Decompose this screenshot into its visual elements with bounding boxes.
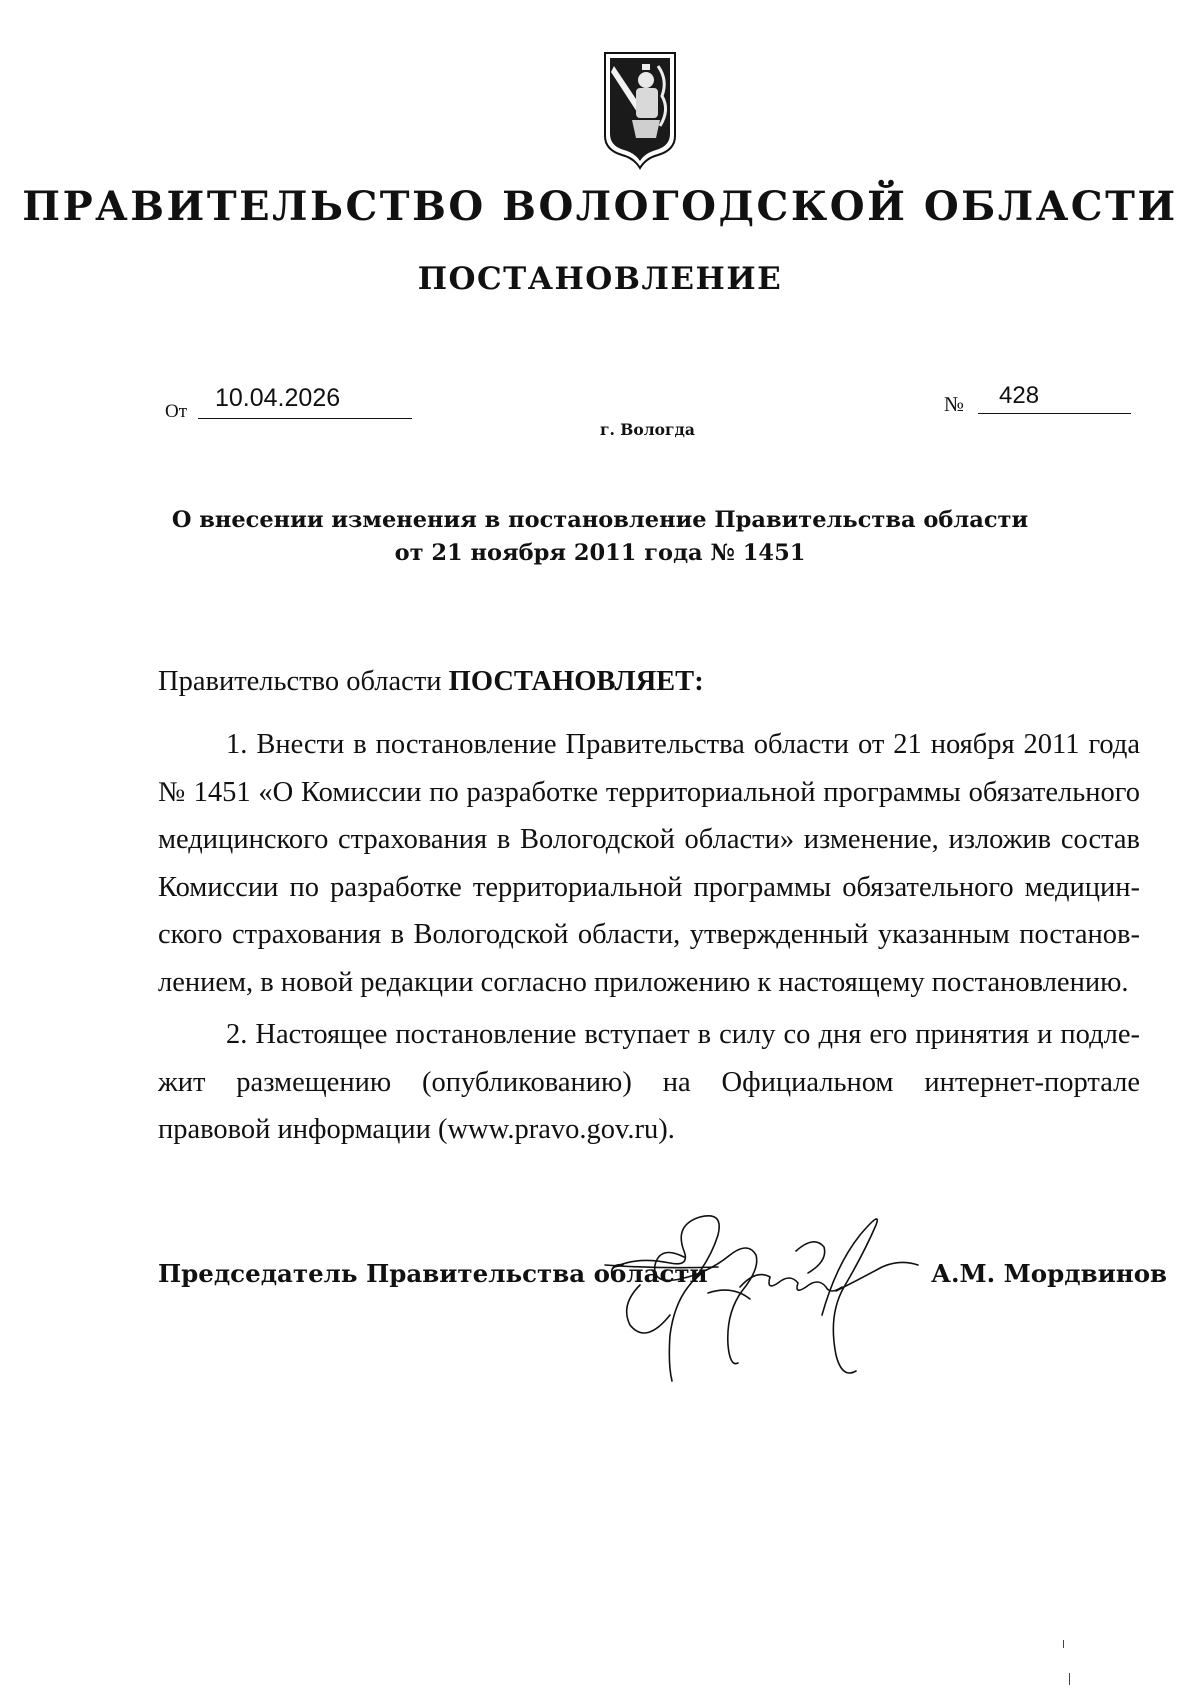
subject-line-2: от 21 ноября 2011 года № 1451 — [394, 540, 806, 566]
date-prefix: От — [165, 401, 188, 422]
subject-line-1: О внесении изменения в постановление Правительства области — [171, 507, 1029, 533]
number-prefix: № — [944, 392, 965, 416]
government-title: ПРАВИТЕЛЬСТВО ВОЛОГОДСКОЙ ОБЛАСТИ — [22, 183, 1178, 230]
document-subject — [0, 504, 1200, 570]
paragraph-1: 1. Внести в постановление Правительства области от 21 ноября 2011 года № 1451 «О Комиссии по разработке территориальной программы обязательного медицинского страхования в Вологодской области» изменение, изложив состав Комиссии по разработке территориальной программы обязательного медицинского страхования в Вологодской области, утвержденный указанным постановлением, в новой редакции согласно приложению к настоящему постановлению. — [158, 729, 1140, 998]
signer-title: Председатель Правительства области — [158, 1259, 708, 1288]
preamble-decree-word: ПОСТАНОВЛЯЕТ: — [448, 666, 704, 697]
coat-of-arms-emblem — [602, 50, 678, 170]
preamble-text: Правительство области — [158, 666, 442, 697]
handwritten-signature — [600, 1195, 960, 1405]
paragraph-2: 2. Настоящее постановление вступает в силу со дня его принятия и подлежит размещению (опубликованию) на Официальном интернет-портале правовой информации (www.pravo.gov.ru). — [158, 1019, 1140, 1145]
date-field — [165, 384, 415, 424]
document-place: г. Вологда — [600, 420, 695, 439]
document-date: 10.04.2026 — [215, 384, 341, 412]
preamble — [158, 666, 704, 698]
document-number: 428 — [999, 382, 1040, 409]
signer-name: А.М. Мордвинов — [931, 1259, 1168, 1288]
scan-mark — [1063, 1640, 1064, 1648]
number-field — [944, 382, 1134, 422]
date-underline — [198, 418, 412, 419]
document-type: ПОСТАНОВЛЕНИЕ — [417, 261, 783, 297]
scan-mark — [1069, 1673, 1070, 1685]
number-underline — [978, 413, 1131, 414]
